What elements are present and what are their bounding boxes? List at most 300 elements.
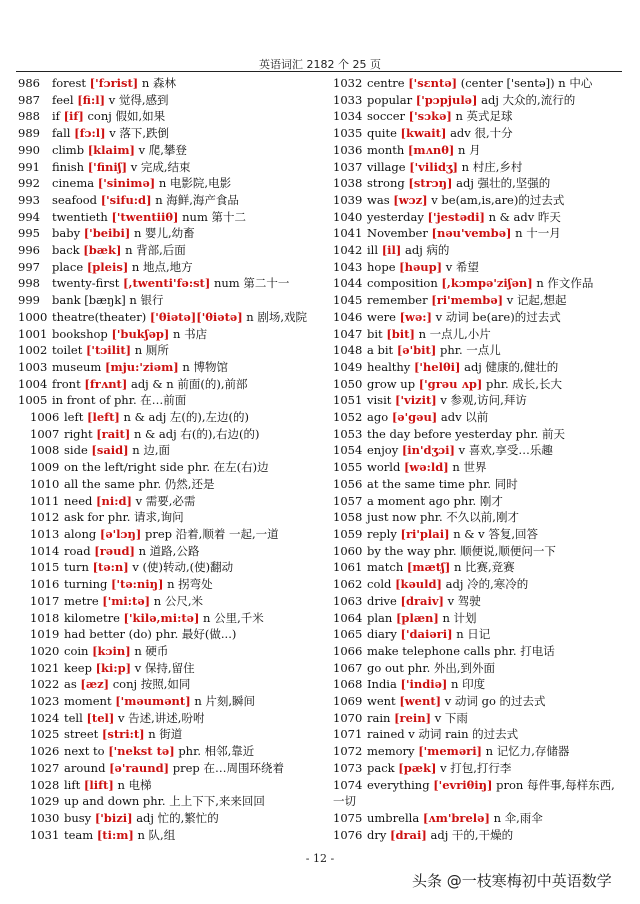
vocab-entry [333,159,625,176]
watermark: 头条 @一枝寒梅初中英语数学 [412,872,612,890]
entry-word: strong [367,176,405,191]
vocab-entry [18,660,326,677]
entry-phonetic: [,kɔmpə'ziʃən] [441,276,533,291]
entry-number: 1057 [333,493,363,508]
entry-word: kilometre [64,610,120,625]
entry-word: a bit [367,343,394,358]
entry-word: twenty-first [52,276,120,291]
entry-definition: adj 大众的,流行的 [481,92,576,107]
vocab-entry [333,242,625,259]
vocab-entry [18,543,326,560]
entry-definition: phr. 刚才 [453,493,503,508]
entry-number: 1026 [30,744,60,759]
entry-number: 1003 [18,359,48,374]
entry-phonetic: [ki:p] [95,660,132,675]
entry-phonetic: [plæn] [395,610,439,625]
vocab-entry [333,142,625,159]
vocab-entry [18,309,326,326]
entry-number: 1053 [333,426,363,441]
entry-word: a moment ago [367,493,450,508]
entry-word: if [52,109,60,124]
entry-phonetic: [nəu'vembə] [431,226,512,241]
entry-word: bookshop [52,326,108,341]
entry-definition: phr. 仍然,还是 [138,476,215,491]
vocab-entry [18,559,326,576]
entry-definition: n 月 [458,142,481,157]
entry-definition: phr. 同时 [468,476,518,491]
vocab-entry [333,576,625,593]
entry-phonetic: [ə'lɔŋ] [99,526,142,541]
entry-definition: phr. 最好(做...) [155,627,237,642]
entry-word: had better (do) [64,627,152,642]
entry-phonetic: ['pɔpjulə] [415,92,478,107]
entry-phonetic: ['meməri] [418,744,483,759]
entry-definition: prep 沿着,顺着 一起,一道 [145,526,279,541]
entry-definition: phr. 相邻,靠近 [178,744,255,759]
vocab-entry [18,292,326,309]
entry-number: 995 [18,226,40,241]
entry-word: seafood [52,192,98,207]
entry-definition: n 地点,地方 [131,259,193,274]
entry-word: along [64,526,97,541]
vocab-entry [333,342,625,359]
entry-word: rain [367,710,391,725]
entry-definition: v 动词 go 的过去式 [444,694,546,709]
entry-phonetic: ['bukʃəp] [111,326,170,341]
entry-word: yesterday [367,209,424,224]
entry-phonetic: [ə'raund] [109,760,170,775]
vocab-entry [333,209,625,226]
entry-number: 1056 [333,476,363,491]
entry-number: 1028 [30,777,60,792]
entry-number: 1062 [333,577,363,592]
entry-number: 1007 [30,426,60,441]
entry-definition: n 队,组 [137,827,176,842]
entry-word: around [64,760,106,775]
entry-phonetic: ['vizit] [395,393,437,408]
entry-number: 1025 [30,727,60,742]
entry-word: back [52,243,80,258]
vocab-entry [18,275,326,292]
entry-number: 1044 [333,276,363,291]
entry-definition: n 世界 [452,460,487,475]
entry-phonetic: ['bizi] [94,810,133,825]
entry-number: 1023 [30,694,60,709]
entry-word: match [367,560,404,575]
vocab-entry [333,259,625,276]
entry-phonetic: [bit] [386,326,415,341]
vocab-entry [333,326,625,343]
entry-definition: phr. 前天 [515,426,565,441]
entry-word: toilet [52,343,83,358]
entry-word: grow up [367,376,416,391]
entry-word: month [367,142,405,157]
entry-number: 1038 [333,176,363,191]
vocab-entry [18,760,326,777]
entry-word: at the same time [367,476,465,491]
entry-number: 1031 [30,827,60,842]
entry-word: umbrella [367,810,420,825]
vocab-entry [333,559,625,576]
entry-definition: v 驾驶 [447,593,481,608]
entry-number: 1067 [333,660,363,675]
entry-definition: n 拐弯处 [167,577,213,592]
entry-word: left [64,410,84,425]
entry-definition: v 完成,结束 [130,159,191,174]
entry-number: 1006 [30,410,60,425]
entry-word: go out [367,660,404,675]
entry-definition: adv 很,十分 [450,126,513,141]
entry-number: 1055 [333,460,363,475]
entry-definition: v 记起,想起 [506,293,567,308]
entry-definition: n 道路,公路 [138,543,200,558]
entry-word: baby [52,226,81,241]
vocab-entry [333,292,625,309]
entry-phonetic: ['məumənt] [115,694,191,709]
vocab-entry [333,827,625,844]
entry-number: 1033 [333,92,363,107]
left-column [18,75,326,843]
entry-number: 1054 [333,443,363,458]
vocab-entry [333,593,625,610]
entry-word: place [52,259,84,274]
entry-phonetic: [fi:l] [77,92,106,107]
vocab-entry [18,426,326,443]
entry-phonetic: ['daiəri] [400,627,453,642]
entry-phonetic: [ri'plai] [400,526,450,541]
entry-definition: adj 干的,干燥的 [430,827,514,842]
entry-number: 999 [18,293,40,308]
entry-number: 990 [18,142,40,157]
entry-number: 1071 [333,727,363,742]
entry-number: 1063 [333,593,363,608]
entry-phonetic: ['kilə,mi:tə] [123,610,200,625]
entry-phonetic: ['sɔkə] [408,109,452,124]
entry-number: 987 [18,92,40,107]
entry-number: 1051 [333,393,363,408]
vocab-entry [333,125,625,142]
entry-word: as [64,677,77,692]
vocab-entry [18,777,326,794]
entry-definition: n & adv 昨天 [488,209,561,224]
vocab-entry [333,459,625,476]
entry-phonetic: ['evriθiŋ] [433,777,493,792]
entry-definition: phr. 请求,询问 [107,510,184,525]
entry-word: cinema [52,176,95,191]
vocab-entry [18,159,326,176]
entry-word: keep [64,660,92,675]
vocab-entry [333,476,625,493]
vocab-entry [18,827,326,844]
entry-word: ago [367,410,389,425]
entry-definition: n 厕所 [134,343,169,358]
entry-definition: n 背部,后面 [125,243,186,258]
entry-number: 1036 [333,142,363,157]
entry-phonetic: [il] [381,243,402,258]
entry-number: 993 [18,192,40,207]
entry-definition: phr. 一点儿 [439,343,501,358]
entry-phonetic: ['jestədi] [427,209,485,224]
vocab-entry [333,710,625,727]
header-rule [16,71,622,72]
entry-word: forest [52,76,87,90]
vocab-entry [333,743,625,760]
entry-word: India [367,677,397,692]
entry-number: 1010 [30,476,60,491]
entry-number: 1001 [18,326,48,341]
entry-definition: phr. 在左(右)边 [187,460,269,475]
entry-word: visit [367,393,392,408]
entry-number: 1019 [30,627,60,642]
entry-phonetic: [,twenti'fə:st] [123,276,211,291]
vocab-entry [18,225,326,242]
vocab-entry [333,509,625,526]
vocab-entry [333,676,625,693]
entry-number: 1066 [333,643,363,658]
entry-word: right [64,426,93,441]
entry-number: 1014 [30,543,60,558]
entry-word: moment [64,694,112,709]
entry-word: turning [64,577,108,592]
vocab-entry [18,493,326,510]
entry-number: 1075 [333,810,363,825]
entry-word: world [367,460,401,475]
entry-number: 986 [18,76,40,90]
entry-phonetic: [wə:ld] [403,460,449,475]
entry-word: was [367,192,390,207]
entry-number: 1008 [30,443,60,458]
page-header: 英语词汇 2182 个 25 页 [259,58,381,71]
vocab-entry [333,409,625,426]
entry-definition: v 觉得,感到 [108,92,169,107]
entry-phonetic: [həup] [399,259,443,274]
vocab-entry [18,342,326,359]
entry-phonetic: [fɔ:l] [74,126,106,141]
entry-word: hope [367,259,396,274]
entry-number: 1032 [333,76,363,90]
entry-definition: n & adj 左(的),左边(的) [123,410,250,425]
entry-phonetic: [in'dʒɔi] [401,443,455,458]
vocab-entry [333,777,625,810]
entry-phonetic: [stri:t] [101,727,145,742]
vocab-entry [333,610,625,627]
entry-word: coin [64,643,89,658]
entry-phonetic: [bæk] [83,243,122,258]
entry-word: front [52,376,81,391]
entry-number: 1016 [30,577,60,592]
entry-phonetic: ['beibi] [83,226,131,241]
entry-word: were [367,309,396,324]
entry-word: diary [367,627,397,642]
entry-phonetic: ['indiə] [400,677,448,692]
entry-word: cold [367,577,392,592]
vocab-entry [333,626,625,643]
entry-definition: v be(am,is,are)的过去式 [431,192,565,207]
entry-number: 1058 [333,510,363,525]
entry-number: 992 [18,176,40,191]
entry-phonetic: [ə'bit] [396,343,437,358]
vocab-entry [18,209,326,226]
entry-phonetic: [went] [399,694,442,709]
entry-definition: v 下雨 [434,710,468,725]
entry-definition: v (使)转动,(使)翻动 [132,560,234,575]
vocab-entry [333,275,625,292]
entry-number: 1035 [333,126,363,141]
entry-phonetic: [draiv] [400,593,444,608]
entry-phonetic: [wə:] [399,309,432,324]
entry-word: the day before yesterday [367,426,513,441]
right-column [333,75,625,843]
entry-word: on the left/right side [64,460,184,475]
entry-phonetic: ['sinimə] [97,176,156,191]
entry-definition: phr. 成长,长大 [485,376,562,391]
vocab-entry [18,693,326,710]
vocab-entry [18,626,326,643]
entry-definition: n 一点儿,小片 [418,326,491,341]
entry-phonetic: ['fɔrist] [89,76,139,90]
entry-phonetic: [ʌm'brelə] [422,810,490,825]
entry-phonetic: ['grəu ʌp] [418,376,483,391]
entry-number: 1068 [333,677,363,692]
entry-definition: conj 假如,如果 [87,109,166,124]
entry-number: 1021 [30,660,60,675]
entry-number: 1017 [30,593,60,608]
entry-definition: adj 冷的,寒冷的 [445,577,529,592]
entry-phonetic: ['finiʃ] [87,159,128,174]
entry-definition: conj 按照,如同 [112,677,191,692]
entry-definition: v 喜欢,享受…乐趣 [458,443,553,458]
entry-word: lift [64,777,81,792]
entry-definition: v 保持,留住 [134,660,195,675]
entry-definition: n 村庄,乡村 [461,159,523,174]
entry-word: remember [367,293,428,308]
entry-word: team [64,827,94,842]
entry-word: tell [64,710,83,725]
entry-number: 1002 [18,343,48,358]
entry-phonetic: ['tə:niŋ] [111,577,164,592]
vocab-entry [18,810,326,827]
entry-definition: pron 每件事,每样东西,一切 [333,777,615,809]
entry-definition: n 电影院,电影 [158,176,232,191]
entry-word: road [64,543,91,558]
entry-definition: n 海鲜,海产食品 [155,192,239,207]
entry-phonetic: [mætʃ] [406,560,451,575]
entry-word: turn [64,560,89,575]
entry-number: 1065 [333,627,363,642]
entry-word: ask for [64,510,105,525]
entry-phonetic: [mʌnθ] [407,142,455,157]
entry-number: 1060 [333,543,363,558]
entry-definition: n 剧场,戏院 [246,309,308,324]
vocab-entry [18,593,326,610]
entry-definition: n 作文作品 [536,276,594,291]
vocab-entry [333,225,625,242]
vocab-entry [18,509,326,526]
entry-phonetic: [klaim] [87,142,135,157]
entry-word: composition [367,276,438,291]
vocab-entry [333,543,625,560]
entry-phonetic: ['vilidʒ] [409,159,458,174]
entry-word: plan [367,610,393,625]
entry-number: 1069 [333,694,363,709]
entry-word: everything [367,777,430,792]
entry-definition: v 爬,攀登 [138,142,187,157]
entry-definition: n 森林 [141,76,176,90]
entry-phonetic: [frʌnt] [84,376,128,391]
entry-phonetic: [ni:d] [96,493,132,508]
vocab-entry [18,192,326,209]
entry-number: 1042 [333,243,363,258]
entry-number: 1064 [333,610,363,625]
entry-word: next to [64,744,105,759]
entry-number: 1039 [333,192,363,207]
entry-phonetic: ['helθi] [413,359,461,374]
vocab-entry [18,793,326,810]
entry-word: fall [52,126,71,141]
entry-word: street [64,727,99,742]
entry-definition: v 动词 be(are)的过去式 [435,309,561,324]
entry-number: 1072 [333,744,363,759]
entry-number: 1012 [30,510,60,525]
vocab-entry [333,660,625,677]
vocab-entry [333,693,625,710]
entry-definition: adj 病的 [404,243,450,258]
entry-definition: adv 以前 [440,410,489,425]
entry-number: 1076 [333,827,363,842]
entry-phonetic: [kɔin] [92,643,131,658]
entry-definition: n 比赛,竞赛 [453,560,515,575]
vocab-entry [333,192,625,209]
entry-phonetic: [strɔŋ] [408,176,453,191]
entry-word: side [64,443,88,458]
entry-phonetic: [lift] [83,777,114,792]
entry-number: 1030 [30,810,60,825]
entry-number: 1022 [30,677,60,692]
vocab-entry [18,92,326,109]
entry-word: make telephone calls [367,643,491,658]
entry-phonetic: [kəuld] [395,577,443,592]
entry-definition: n 记忆力,存储器 [485,744,570,759]
vocab-entry [18,743,326,760]
entry-phonetic: [rein] [394,710,432,725]
entry-word: museum [52,359,102,374]
entry-definition: phr. 上上下下,来来回回 [142,794,265,809]
entry-definition: n 边,面 [132,443,170,458]
entry-number: 997 [18,259,40,274]
vocab-entry [18,442,326,459]
entry-phonetic: [pleis] [86,259,129,274]
vocab-entry [18,392,326,409]
vocab-entry [18,676,326,693]
entry-definition: n 十一月 [515,226,561,241]
entry-definition: adj 健康的,健壮的 [464,359,559,374]
vocab-entry [333,493,625,510]
entry-number: 998 [18,276,40,291]
entry-definition: n 书店 [173,326,208,341]
entry-word: ill [367,243,379,258]
entry-phonetic: [ti:m] [96,827,134,842]
vocab-entry [18,75,326,92]
entry-word: popular [367,92,413,107]
entry-word: centre [367,76,405,90]
entry-number: 1024 [30,710,60,725]
entry-word: dry [367,827,387,842]
entry-word: drive [367,593,397,608]
entry-word: bit [367,326,383,341]
vocab-entry [333,810,625,827]
entry-phonetic: [if] [63,109,84,124]
entry-definition: n 公里,千米 [203,610,264,625]
